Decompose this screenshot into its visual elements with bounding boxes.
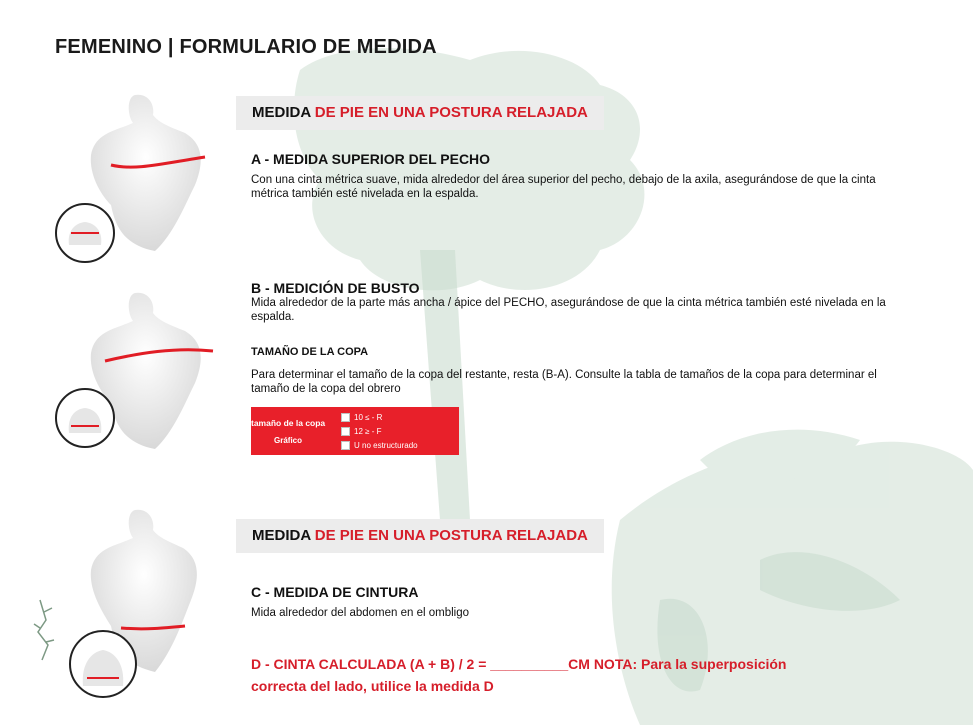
band-prefix: MEDIDA: [252, 104, 311, 121]
section-a-title: A - MEDIDA SUPERIOR DEL PECHO: [251, 151, 491, 167]
section-b-title: B - MEDICIÓN DE BUSTO: [251, 280, 420, 296]
cup-option-label: 10 ≤ - R: [354, 413, 383, 422]
cup-option-3[interactable]: [341, 441, 418, 450]
cup-size-title: TAMAÑO DE LA COPA: [251, 346, 369, 358]
cup-size-text: Para determinar el tamaño de la copa del restante, resta (B-A). Consulte la tabla de tamaños de la copa para determinar el tamaño de la copa del obrero: [251, 369, 877, 395]
section-band-bottom: [236, 519, 604, 553]
section-a-text: Con una cinta métrica suave, mida alrededor del área superior del pecho, debajo de la axila, asegurándose de que la cinta métrica también esté nivelada en la espalda.: [251, 174, 876, 200]
band-highlight: DE PIE EN UNA POSTURA RELAJADA: [314, 104, 588, 121]
section-band-top: [236, 96, 604, 130]
cup-option-1[interactable]: [341, 413, 382, 422]
calculated-tape-note: D - CINTA CALCULADA (A + B) / 2 = __________CM NOTA: Para la superposición correcta del lado, utilice la medida D: [251, 656, 787, 694]
band-prefix: MEDIDA: [252, 527, 311, 544]
section-b-text: Mida alrededor de la parte más ancha / ápice del PECHO, asegurándose de que la cinta métrica también esté nivelada en la espalda.: [251, 297, 886, 323]
band-highlight: DE PIE EN UNA POSTURA RELAJADA: [314, 527, 588, 544]
checkbox[interactable]: [341, 427, 350, 436]
torso-figure-icon: [55, 283, 225, 473]
torso-figure-icon: [55, 500, 225, 705]
page-title: FEMENINO | FORMULARIO DE MEDIDA: [55, 36, 437, 58]
checkbox[interactable]: [341, 441, 350, 450]
cup-size-chart: [251, 407, 459, 455]
cup-option-2[interactable]: [341, 427, 382, 436]
cup-option-label: U no estructurado: [354, 441, 418, 450]
cup-chart-label: tamaño de la copa: [251, 418, 326, 428]
section-c-text: Mida alrededor del abdomen en el ombligo: [251, 607, 470, 619]
cup-option-label: 12 ≥ - F: [354, 427, 382, 436]
cup-chart-label-2: Gráfico: [274, 436, 303, 445]
torso-figure-icon: [55, 85, 225, 275]
section-c-title: C - MEDIDA DE CINTURA: [251, 584, 419, 600]
checkbox[interactable]: [341, 413, 350, 422]
